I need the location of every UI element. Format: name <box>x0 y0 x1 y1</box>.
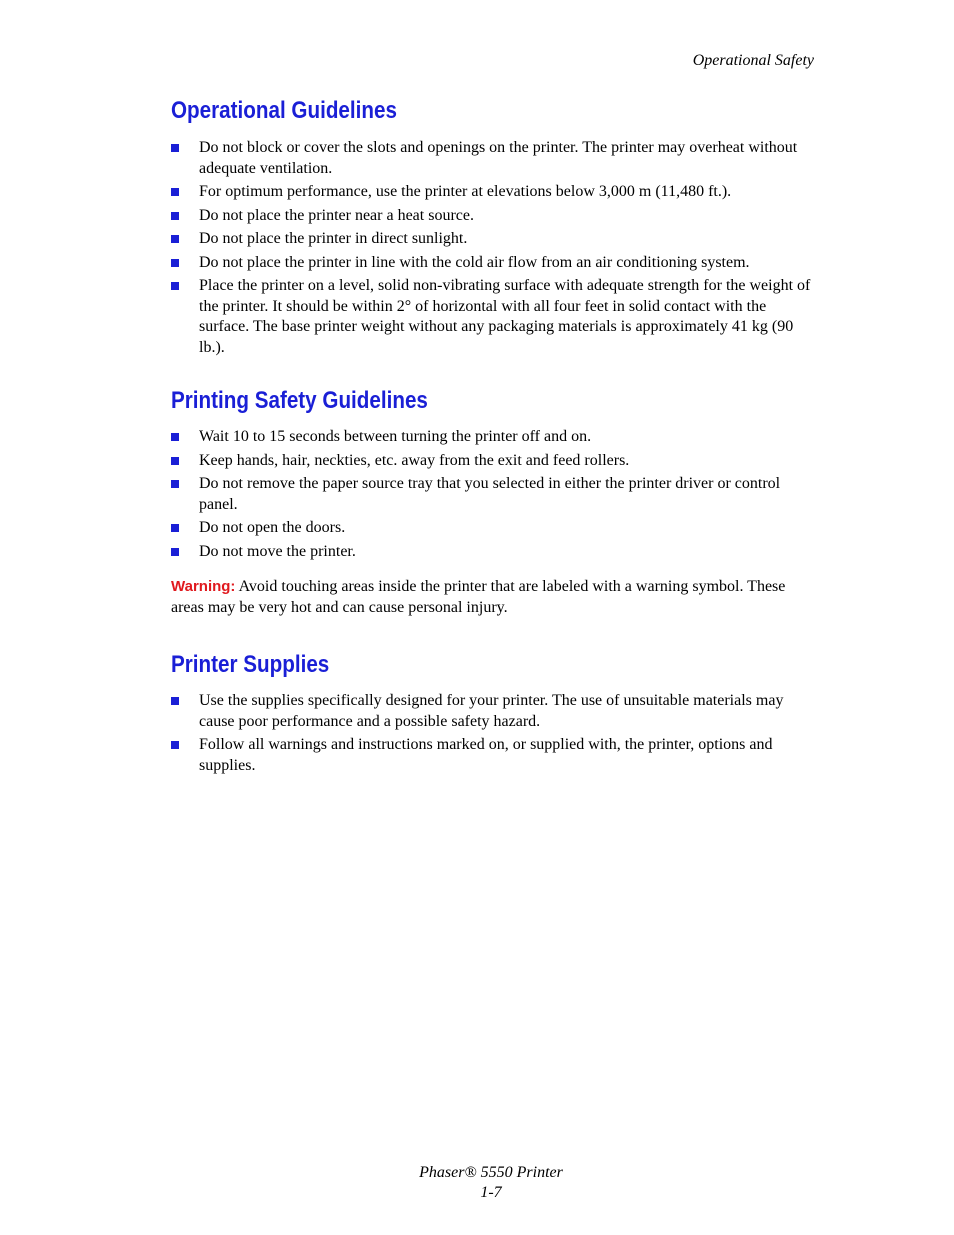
square-bullet-icon <box>171 697 179 705</box>
square-bullet-icon <box>171 235 179 243</box>
list-item: For optimum performance, use the printer at elevations below 3,000 m (11,480 ft.). <box>171 182 817 203</box>
list-item: Do not place the printer near a heat source. <box>171 206 817 227</box>
square-bullet-icon <box>171 741 179 749</box>
list-item: Use the supplies specifically designed for your printer. The use of unsuitable materials may cause poor performance and a possible safety hazard. <box>171 691 817 732</box>
square-bullet-icon <box>171 524 179 532</box>
square-bullet-icon <box>171 282 179 290</box>
list-item: Do not move the printer. <box>171 542 817 563</box>
section-printer-supplies <box>171 650 817 779</box>
section-operational-guidelines <box>171 96 817 361</box>
list-item: Do not place the printer in line with the cold air flow from an air conditioning system. <box>171 253 817 274</box>
square-bullet-icon <box>171 259 179 267</box>
bullet-list <box>171 138 817 358</box>
page-footer <box>0 1163 954 1203</box>
list-item: Keep hands, hair, neckties, etc. away from the exit and feed rollers. <box>171 451 817 472</box>
section-heading: Operational Guidelines <box>171 97 397 124</box>
footer-product-name: Phaser® 5550 Printer <box>419 1164 563 1181</box>
bullet-list <box>171 691 817 776</box>
square-bullet-icon <box>171 548 179 556</box>
list-item: Do not open the doors. <box>171 518 817 539</box>
running-header: Operational Safety <box>692 52 814 69</box>
section-printing-safety-guidelines <box>171 386 817 618</box>
warning-label: Warning: <box>171 578 236 595</box>
list-item: Wait 10 to 15 seconds between turning the printer off and on. <box>171 427 817 448</box>
list-item: Do not block or cover the slots and openings on the printer. The printer may overheat without adequate ventilation. <box>171 138 817 179</box>
warning-text: Avoid touching areas inside the printer that are labeled with a warning symbol. These areas may be very hot and can cause personal injury. <box>171 578 786 616</box>
section-heading: Printing Safety Guidelines <box>171 387 428 414</box>
square-bullet-icon <box>171 144 179 152</box>
square-bullet-icon <box>171 480 179 488</box>
list-item: Do not remove the paper source tray that you selected in either the printer driver or control panel. <box>171 474 817 515</box>
page-number: 1-7 <box>480 1184 502 1201</box>
list-item: Place the printer on a level, solid non-vibrating surface with adequate strength for the weight of the printer. It should be within 2° of horizontal with all four feet in solid contact with the surface. The base printer weight without any packaging materials is approximately 41 kg (90 lb.). <box>171 276 817 358</box>
bullet-list <box>171 427 817 562</box>
list-item: Do not place the printer in direct sunlight. <box>171 229 817 250</box>
square-bullet-icon <box>171 188 179 196</box>
section-heading: Printer Supplies <box>171 651 330 678</box>
square-bullet-icon <box>171 457 179 465</box>
list-item: Follow all warnings and instructions marked on, or supplied with, the printer, options and supplies. <box>171 735 817 776</box>
square-bullet-icon <box>171 212 179 220</box>
square-bullet-icon <box>171 433 179 441</box>
warning-note <box>171 577 817 618</box>
